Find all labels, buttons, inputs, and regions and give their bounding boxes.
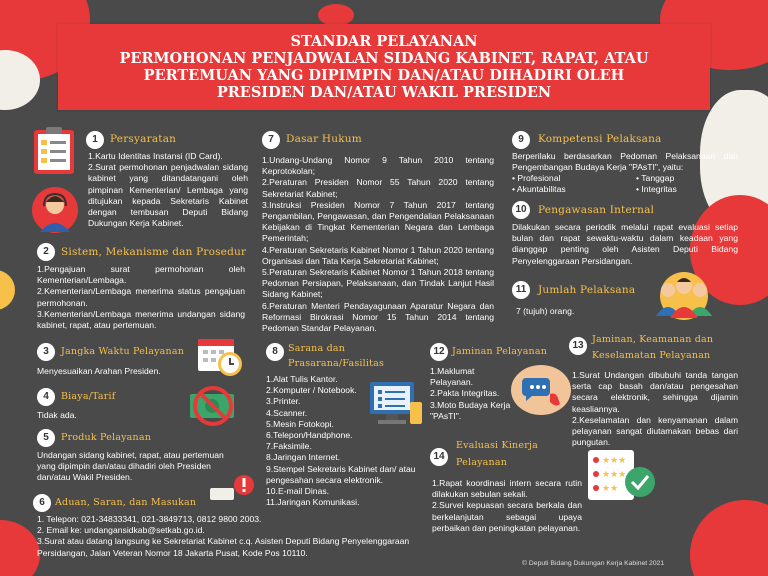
section-number-4: 4 <box>37 388 55 406</box>
section-number-2: 2 <box>37 243 55 261</box>
list-item: 6.Peraturan Menteri Pendayagunaan Aparatur Negara dan Reformasi Birokrasi Nomor 15 Tahun 2014 tentang Pedoman Standar Pelayanan. <box>262 300 494 334</box>
list-item: 2.Komputer / Notebook. <box>266 385 357 396</box>
heading-pengawasan: Pengawasan Internal <box>538 204 655 216</box>
section-kompetensi-text: Berperilaku berdasarkan Pedoman Pelaksanaan dan Pengembangan Budaya Kerja "PAsTI", yaitu: <box>512 151 738 173</box>
svg-text:★★★: ★★★ <box>602 470 627 480</box>
list-item: 1. Telepon: 021-34833341, 021-3849713, 0812 9800 2003. <box>37 514 262 524</box>
heading-aduan: Aduan, Saran, dan Masukan <box>55 497 197 508</box>
heading-persyaratan: Persyaratan <box>110 133 177 145</box>
list-item: 2. Email ke: undangansidkab@setkab.go.id. <box>37 525 205 536</box>
section-number-6: 6 <box>33 494 51 512</box>
heading-sistem: Sistem, Mekanisme dan Prosedur <box>61 246 247 258</box>
value-item: • Tanggap <box>636 173 675 183</box>
list-item: 1.Alat Tulis Kantor. <box>266 374 338 384</box>
heading-sarana-1: Sarana dan <box>288 343 346 354</box>
value-item: • Integritas <box>636 184 677 195</box>
list-item: 2.Keselamatan dan kenyamanan dalam pelayanan sangat diutamakan bebas dari pungutan. <box>572 414 738 448</box>
list-item: 7.Faksimile. <box>266 441 312 452</box>
footer-credit: © Deputi Bidang Dukungan Kerja Kabinet 2021 <box>522 560 665 567</box>
section-pengawasan-text: Dilakukan secara periodik melalui rapat evaluasi setiap bulan dan rapat sewaktu-waktu dalam keadaan yang dianggap penting oleh Asisten Deputi Bidang Penyelenggaraan Persidangan. <box>512 222 738 266</box>
list-item: 3.Instruksi Presiden Nomor 7 Tahun 2017 tentang Pengambilan, Pengawasan, dan Pengendalian Pelaksanaan Kebijakan di Tingkat Kementerian Negara dan Lembaga Pemerintah; <box>262 199 494 244</box>
value-label: Integritas <box>641 184 677 195</box>
list-item: 1.Kartu Identitas Instansi (ID Card). <box>88 151 223 161</box>
section-aduan-list <box>37 514 417 559</box>
list-item: 5.Peraturan Sekretaris Kabinet Nomor 1 Tahun 2018 tentang Pedoman Persiapan, Pelaksanaan, dan Tindak Lanjut Hasil Sidang Kabinet; <box>262 267 494 300</box>
list-item: 1.Rapat koordinasi intern secara rutin dilakukan sebulan sekali. <box>432 478 582 500</box>
list-item: 5.Mesin Fotokopi. <box>266 418 334 429</box>
list-item: 3.Printer. <box>266 396 301 407</box>
list-item: 6.Telepon/Handphone. <box>266 430 353 441</box>
heading-evaluasi-1: Evaluasi Kinerja <box>456 440 538 451</box>
heading-evaluasi-2: Pelayanan <box>456 457 508 468</box>
section-keamanan-list <box>572 370 738 448</box>
section-number-3: 3 <box>37 343 55 361</box>
value-item: • Akuntabilitas <box>512 184 566 195</box>
security-chat-icon <box>510 364 572 416</box>
heading-jaminan-pelayanan: Jaminan Pelayanan <box>452 346 548 357</box>
section-sistem-list <box>37 264 245 331</box>
section-dasar-hukum-list <box>262 155 494 334</box>
heading-keamanan-2: Keselamatan Pelayanan <box>592 350 711 361</box>
list-item: 2.Pakta Integritas. <box>430 388 500 399</box>
section-jangka-waktu-text: Menyesuaikan Arahan Presiden. <box>37 366 161 376</box>
title-banner <box>58 24 710 110</box>
section-persyaratan-list <box>88 151 248 229</box>
people-group-icon <box>648 268 720 320</box>
decor-blob-red-bottomleft <box>0 520 40 576</box>
heading-kompetensi: Kompetensi Pelaksana <box>538 133 662 145</box>
list-item: 1.Maklumat Pelayanan. <box>430 366 475 388</box>
heading-jangka-waktu: Jangka Waktu Pelayanan <box>61 346 185 357</box>
section-produk-text: Undangan sidang kabinet, rapat, atau pertemuan yang dipimpin dan/atau dihadiri oleh Presiden dan/atau Wakil Presiden. <box>37 450 224 483</box>
list-item: 2.Peraturan Presiden Nomor 55 Tahun 2020 tentang Sekretariat Kabinet; <box>262 177 494 199</box>
section-kompetensi-values <box>512 173 738 195</box>
section-number-5: 5 <box>37 429 55 447</box>
banner-line-1: STANDAR PELAYANAN <box>290 33 478 50</box>
list-item: 1.Surat Undangan dibubuhi tanda tangan serta cap basah dan/atau pengesahan secara elektronik, sehingga dijamin keasliannya. <box>572 370 738 414</box>
list-item: 8.Jaringan Internet. <box>266 452 341 463</box>
decor-blob-gold-left <box>0 270 15 310</box>
section-jumlah-text: 7 (tujuh) orang. <box>516 306 575 316</box>
list-item: 1.Pengajuan surat permohonan oleh Kementerian/Lembaga. <box>37 264 245 286</box>
list-item: 1.Undang-Undang Nomor 9 Tahun 2010 tentang Keprotokolan; <box>262 155 494 177</box>
heading-sarana-2: Prasarana/Fasilitas <box>288 358 385 369</box>
banner-line-2: PERMOHONAN PENJADWALAN SIDANG KABINET, RAPAT, ATAU <box>119 50 649 67</box>
section-number-7: 7 <box>262 131 280 149</box>
section-number-12: 12 <box>430 343 448 361</box>
customer-service-icon <box>32 186 78 234</box>
list-item: 2.Survei kepuasan secara berkala dan berkelanjutan sebagai upaya perbaikan dan peningkatan pelayanan. <box>432 500 582 533</box>
value-label: Profesional <box>517 173 561 183</box>
list-item: 4.Scanner. <box>266 407 308 418</box>
heading-jumlah: Jumlah Pelaksana <box>538 284 636 296</box>
list-item: 3.Surat atau datang langsung ke Sekretariat Kabinet c.q. Asisten Deputi Bidang Penyelenggaraan Persidangan, Jalan Veteran Nomor 18 Jakarta Pusat, Kode Pos 10110. <box>37 536 410 558</box>
clipboard-icon <box>32 126 76 176</box>
section-evaluasi-list <box>432 478 582 534</box>
banner-line-3: PERTEMUAN YANG DIPIMPIN DAN/ATAU DIHADIRI OLEH <box>143 67 625 84</box>
value-label: Tanggap <box>641 173 675 183</box>
list-item: 3.Moto Budaya Kerja "PAsTI". <box>430 399 511 421</box>
svg-text:★★★: ★★★ <box>602 456 627 466</box>
computer-icon <box>366 378 424 430</box>
heading-biaya: Biaya/Tarif <box>61 391 116 402</box>
no-money-icon <box>186 386 240 426</box>
list-item: 11.Jaringan Komunikasi. <box>266 497 360 508</box>
section-number-1: 1 <box>86 131 104 149</box>
heading-dasar-hukum: Dasar Hukum <box>286 133 362 145</box>
section-number-8: 8 <box>266 343 284 361</box>
section-number-13: 13 <box>569 337 587 355</box>
calendar-clock-icon <box>196 334 244 378</box>
list-item: 4.Peraturan Sekretaris Kabinet Nomor 1 Tahun 2020 tentang Organisasi dan Tata Kerja Sekretariat Kabinet; <box>262 244 494 266</box>
value-item: • Profesional <box>512 173 561 183</box>
list-item: 2.Kementerian/Lembaga menerima status pengajuan permohonan. <box>37 286 245 308</box>
section-number-11: 11 <box>512 281 530 299</box>
section-biaya-text: Tidak ada. <box>37 410 77 420</box>
list-item: 2.Surat permohonan penjadwalan sidang kabinet yang ditandatangani oleh pimpinan Kementerian/ Lembaga yang ditujukan kepada Sekretaris Kabinet dengan tembusan Deputi Bidang Dukungan Kerja Kabinet. <box>88 162 248 229</box>
list-item: 3.Kementerian/Lembaga menerima undangan sidang kabinet, rapat, atau pertemuan. <box>37 308 245 331</box>
rating-checklist-icon <box>586 446 658 504</box>
heading-produk: Produk Pelayanan <box>61 432 152 443</box>
svg-text:★★: ★★ <box>602 484 619 494</box>
value-label: Akuntabilitas <box>516 184 566 195</box>
heading-keamanan-1: Jaminan, Keamanan dan <box>592 334 714 345</box>
list-item: 10.E-mail Dinas. <box>266 486 330 497</box>
list-item: 9.Stempel Sekretaris Kabinet dan/ atau pengesahan secara elektronik. <box>266 463 416 485</box>
section-number-14: 14 <box>430 448 448 466</box>
decor-blob-red-midtop <box>318 4 354 26</box>
banner-line-4: PRESIDEN DAN/ATAU WAKIL PRESIDEN <box>216 84 552 101</box>
section-number-9: 9 <box>512 131 530 149</box>
complaint-alert-icon <box>206 474 256 500</box>
section-number-10: 10 <box>512 201 530 219</box>
decor-blob-red-bottomright <box>690 500 768 576</box>
section-jaminan-list <box>430 366 512 422</box>
